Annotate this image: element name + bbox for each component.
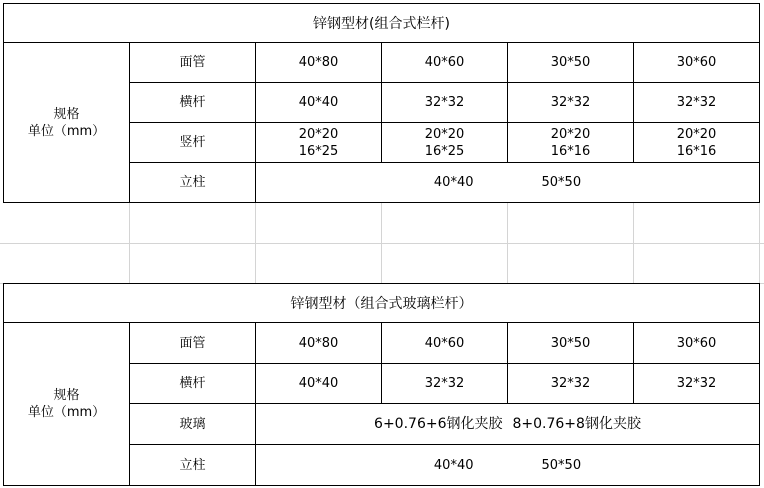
row-label-post: 立柱 [130, 445, 256, 486]
spec-unit-label [3, 323, 130, 486]
table-cell: 30*60 [634, 323, 760, 364]
row-label-horizontal-bar: 横杆 [130, 364, 256, 404]
cell-line: 16*16 [676, 143, 717, 159]
table-cell [508, 123, 634, 163]
cell-value: 40*40 [433, 457, 474, 473]
table-cell: 32*32 [382, 364, 508, 404]
table-cell: 32*32 [508, 364, 634, 404]
table-title: 锌钢型材(组合式栏杆) [3, 3, 760, 43]
table-cell: 40*80 [256, 323, 382, 364]
table-cell: 40*60 [382, 43, 508, 83]
cell-line: 20*20 [298, 126, 339, 142]
cell-line: 20*20 [550, 126, 591, 142]
cell-value: 6+0.76+6钢化夹胶 [374, 415, 503, 432]
merged-table-cell [256, 445, 760, 486]
table-cell: 40*40 [256, 364, 382, 404]
cell-value: 50*50 [541, 457, 582, 473]
table-cell: 32*32 [634, 83, 760, 123]
table-cell: 40*60 [382, 323, 508, 364]
cell-value: 50*50 [541, 175, 582, 190]
merged-table-cell [256, 404, 760, 445]
cell-line: 20*20 [676, 126, 717, 142]
cell-line: 16*25 [424, 143, 465, 159]
unit-label: 单位（mm） [27, 123, 106, 139]
cell-line: 16*25 [298, 143, 339, 159]
table-cell: 40*40 [256, 83, 382, 123]
row-label-top-rail: 面管 [130, 43, 256, 83]
row-label-post: 立柱 [130, 163, 256, 203]
table-cell [382, 123, 508, 163]
table-cell: 30*50 [508, 43, 634, 83]
table-title: 锌钢型材（组合式玻璃栏杆） [3, 283, 760, 323]
cell-line: 20*20 [424, 126, 465, 142]
zinc-steel-railing-table [3, 3, 760, 203]
cell-value: 8+0.76+8钢化夹胶 [512, 415, 641, 432]
row-label-vertical-bar: 竖杆 [130, 123, 256, 163]
row-label-glass: 玻璃 [130, 404, 256, 445]
spec-unit-label [3, 43, 130, 203]
zinc-steel-glass-railing-table [3, 283, 760, 487]
table-cell: 40*80 [256, 43, 382, 83]
table-cell: 30*60 [634, 43, 760, 83]
table-cell [634, 123, 760, 163]
table-cell: 32*32 [508, 83, 634, 123]
merged-table-cell [256, 163, 760, 203]
cell-value: 40*40 [433, 175, 474, 190]
table-cell: 32*32 [382, 83, 508, 123]
table-cell: 32*32 [634, 364, 760, 404]
table-cell: 30*50 [508, 323, 634, 364]
row-label-top-rail: 面管 [130, 323, 256, 364]
cell-line: 16*16 [550, 143, 591, 159]
spec-label: 规格 [53, 106, 80, 122]
unit-label: 单位（mm） [27, 405, 106, 420]
table-cell [256, 123, 382, 163]
row-label-horizontal-bar: 横杆 [130, 83, 256, 123]
spec-label: 规格 [53, 388, 80, 403]
